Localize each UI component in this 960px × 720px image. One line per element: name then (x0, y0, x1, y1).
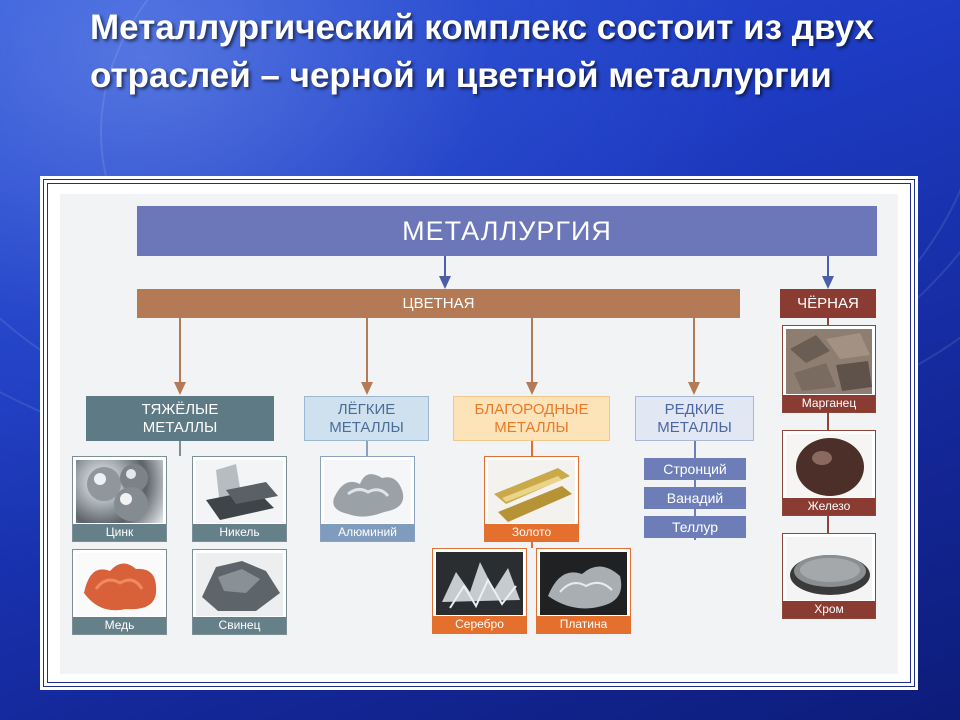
arrow-root-to-ferrous (822, 256, 834, 289)
slide-title: Металлургический комплекс состоит из двух отраслей – черной и цветной металлургии (90, 8, 874, 95)
metal-caption: Медь (73, 617, 166, 634)
lead-thumbnail (192, 549, 287, 635)
rare-metals-box: РЕДКИЕ МЕТАЛЛЫ (635, 396, 754, 441)
arrow-to-heavy (174, 318, 186, 395)
rare-metal-item: Ванадий (644, 487, 746, 509)
metal-caption: Железо (783, 498, 875, 515)
noble-metals-box: БЛАГОРОДНЫЕ МЕТАЛЛЫ (453, 396, 610, 441)
rare-metal-item: Стронций (644, 458, 746, 480)
nickel-thumbnail (192, 456, 287, 542)
iron-thumbnail (782, 430, 876, 516)
platinum-thumbnail (536, 548, 631, 634)
metal-caption: Платина (537, 616, 630, 633)
lead-image (196, 553, 283, 616)
zinc-image (76, 460, 163, 523)
arrow-to-light (361, 318, 373, 395)
ferrous-branch-box: ЧЁРНАЯ (780, 289, 876, 318)
metal-caption: Золото (485, 524, 578, 541)
gold-thumbnail (484, 456, 579, 542)
nonferrous-branch-box: ЦВЕТНАЯ (137, 289, 740, 318)
metal-caption: Свинец (193, 617, 286, 634)
arrow-root-to-nonferrous (439, 256, 451, 289)
metal-caption: Цинк (73, 524, 166, 541)
nickel-image (196, 460, 283, 523)
root-metallurgy-box: МЕТАЛЛУРГИЯ (137, 206, 877, 256)
metal-caption: Алюминий (321, 524, 414, 541)
silver-thumbnail (432, 548, 527, 634)
metal-caption: Хром (783, 601, 875, 618)
chromium-thumbnail (782, 533, 876, 619)
gold-image (488, 460, 575, 523)
light-metals-box: ЛЁГКИЕ МЕТАЛЛЫ (304, 396, 429, 441)
arrow-to-noble (526, 318, 538, 395)
silver-image (436, 552, 523, 615)
chromium-image (786, 537, 872, 600)
zinc-thumbnail (72, 456, 167, 542)
manganese-thumbnail (782, 325, 876, 413)
aluminium-thumbnail (320, 456, 415, 542)
iron-image (786, 434, 872, 497)
copper-image (76, 553, 163, 616)
metal-caption: Серебро (433, 616, 526, 633)
manganese-image (786, 329, 872, 394)
copper-thumbnail (72, 549, 167, 635)
platinum-image (540, 552, 627, 615)
heavy-metals-box: ТЯЖЁЛЫЕ МЕТАЛЛЫ (86, 396, 274, 441)
metal-caption: Марганец (783, 395, 875, 412)
arrow-to-rare (688, 318, 700, 395)
metal-caption: Никель (193, 524, 286, 541)
rare-metal-item: Теллур (644, 516, 746, 538)
aluminium-image (324, 460, 411, 523)
